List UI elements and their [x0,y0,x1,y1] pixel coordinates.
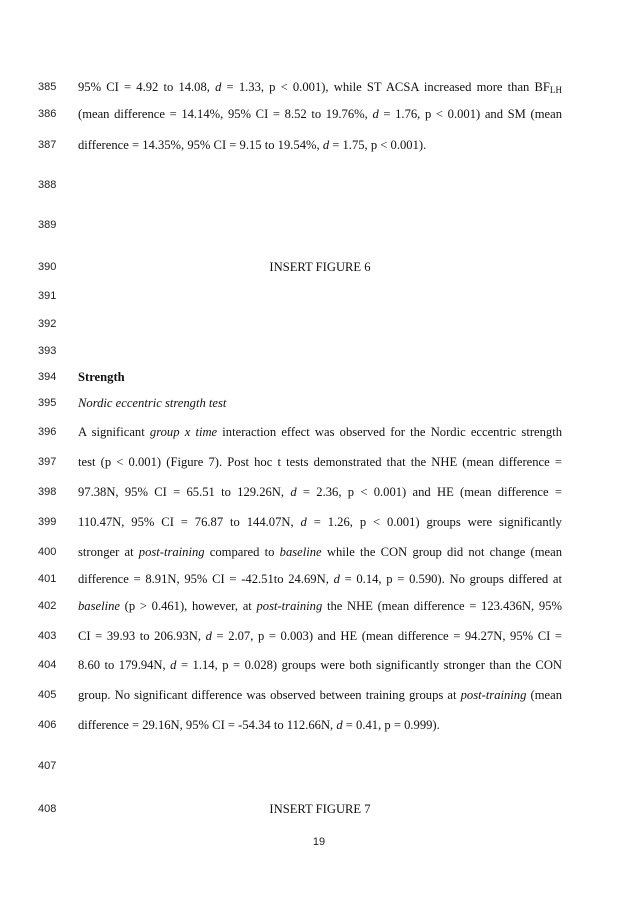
manuscript-line [0,368,638,386]
text-segment: = 1.33, p < 0.001), while ST ACSA increased more than BF [221,80,550,94]
text-segment: = 1.75, p < 0.001). [329,138,427,152]
text-segment: group. No significant difference was observed between training groups at [78,688,461,702]
figure-placeholder [78,800,562,818]
text-segment: (mean difference = 14.14%, 95% CI = 8.52 to 19.76%, [78,107,373,121]
line-text [78,368,562,386]
italic-text: d [290,485,297,499]
italic-text: d [205,629,212,643]
manuscript-line [0,597,638,615]
text-segment: interaction effect was observed for the Nordic eccentric strength [217,425,563,439]
line-number: 394 [38,371,57,383]
manuscript-line [0,287,638,305]
manuscript-line [0,483,638,501]
italic-text: d [372,107,379,121]
text-segment: = 1.14, p = 0.028) groups were both significantly stronger than the CON [176,658,563,672]
text-segment: compared to [204,545,280,559]
manuscript-line [0,757,638,775]
line-text [78,656,562,674]
text-segment: LH [549,84,562,95]
italic-text: d [322,138,330,152]
line-text [78,716,562,734]
line-number: 399 [38,516,57,528]
line-number: 385 [38,81,57,93]
line-text [78,513,562,531]
text-segment: = 0.14, p = 0.590). No groups differed at [339,572,562,586]
italic-text: d [300,515,307,529]
manuscript-line [0,105,638,123]
line-number: 402 [38,600,57,612]
line-number: 388 [38,179,57,191]
italic-text: d [170,658,177,672]
line-number: 397 [38,456,57,468]
italic-text: d [333,572,340,586]
line-text [78,597,562,615]
line-number: 407 [38,760,57,772]
text-segment: INSERT FIGURE 7 [269,802,371,816]
line-number: 404 [38,659,57,671]
line-number: 392 [38,318,57,330]
text-segment: difference = 14.35%, 95% CI = 9.15 to 19.54%, [78,138,323,152]
line-number: 389 [38,219,57,231]
text-segment: test (p < 0.001) (Figure 7). Post hoc t tests demonstrated that the NHE (mean difference = [78,455,562,469]
line-number: 391 [38,290,57,302]
text-segment: = 1.76, p < 0.001) and SM (mean [378,107,562,121]
manuscript-line [0,656,638,674]
italic-text: baseline [279,545,322,559]
text-segment: = 2.07, p = 0.003) and HE (mean difference = 94.27N, 95% CI = [211,629,562,643]
line-text [78,105,562,123]
text-segment: (p > 0.461), however, at [119,599,257,613]
manuscript-line [0,513,638,531]
text-segment: while the CON group did not change (mean [321,545,563,559]
manuscript-line [0,543,638,561]
manuscript-line [0,78,638,96]
text-segment: difference = 8.91N, 95% CI = -42.51to 24.69N, [78,572,334,586]
line-number: 386 [38,108,57,120]
manuscript-line [0,800,638,818]
italic-text: baseline [78,599,120,613]
manuscript-line [0,136,638,154]
manuscript-line [0,686,638,704]
manuscript-line [0,453,638,471]
line-number: 408 [38,803,57,815]
italic-text: post-training [460,688,527,702]
line-number: 393 [38,345,57,357]
text-segment: (mean [526,688,562,702]
line-number: 396 [38,426,57,438]
line-text [78,483,562,501]
line-number: 401 [38,573,57,585]
manuscript-line [0,394,638,412]
italic-text: group x time [149,425,218,439]
line-number: 395 [38,397,57,409]
text-segment: 95% CI = 4.92 to 14.08, [78,80,216,94]
manuscript-line [0,716,638,734]
line-text [78,423,562,441]
text-segment: stronger at [78,545,139,559]
italic-text: post-training [256,599,323,613]
text-segment: difference = 29.16N, 95% CI = -54.34 to 112.66N, [78,718,337,732]
line-number: 387 [38,139,57,151]
line-text [78,78,562,96]
italic-text: d [215,80,222,94]
manuscript-line [0,216,638,234]
italic-text: post-training [138,545,205,559]
line-text [78,543,562,561]
line-number: 406 [38,719,57,731]
line-number: 403 [38,630,57,642]
line-text [78,686,562,704]
line-text [78,453,562,471]
line-number: 398 [38,486,57,498]
line-number: 400 [38,546,57,558]
text-segment: = 0.41, p = 0.999). [342,718,440,732]
manuscript-line [0,570,638,588]
line-number: 390 [38,261,57,273]
text-segment: INSERT FIGURE 6 [269,260,371,274]
text-segment: CI = 39.93 to 206.93N, [78,629,206,643]
section-heading: Strength [78,370,125,384]
page-number: 19 [312,836,326,848]
italic-text: d [336,718,343,732]
text-segment: A significant [78,425,150,439]
manuscript-line [0,342,638,360]
text-segment: 8.60 to 179.94N, [78,658,171,672]
manuscript-line [0,315,638,333]
manuscript-line [0,627,638,645]
line-text [78,570,562,588]
manuscript-line [0,176,638,194]
text-segment: the NHE (mean difference = 123.436N, 95% [322,599,562,613]
text-segment: 110.47N, 95% CI = 76.87 to 144.07N, [78,515,301,529]
manuscript-line [0,258,638,276]
text-segment: = 2.36, p < 0.001) and HE (mean difference = [296,485,562,499]
text-segment: = 1.26, p < 0.001) groups were significantly [306,515,562,529]
text-segment: 97.38N, 95% CI = 65.51 to 129.26N, [78,485,291,499]
line-text [78,394,562,412]
figure-placeholder [78,258,562,276]
line-text [78,627,562,645]
italic-text: Nordic eccentric strength test [78,396,227,410]
line-text [78,136,562,154]
manuscript-line [0,423,638,441]
line-number: 405 [38,689,57,701]
